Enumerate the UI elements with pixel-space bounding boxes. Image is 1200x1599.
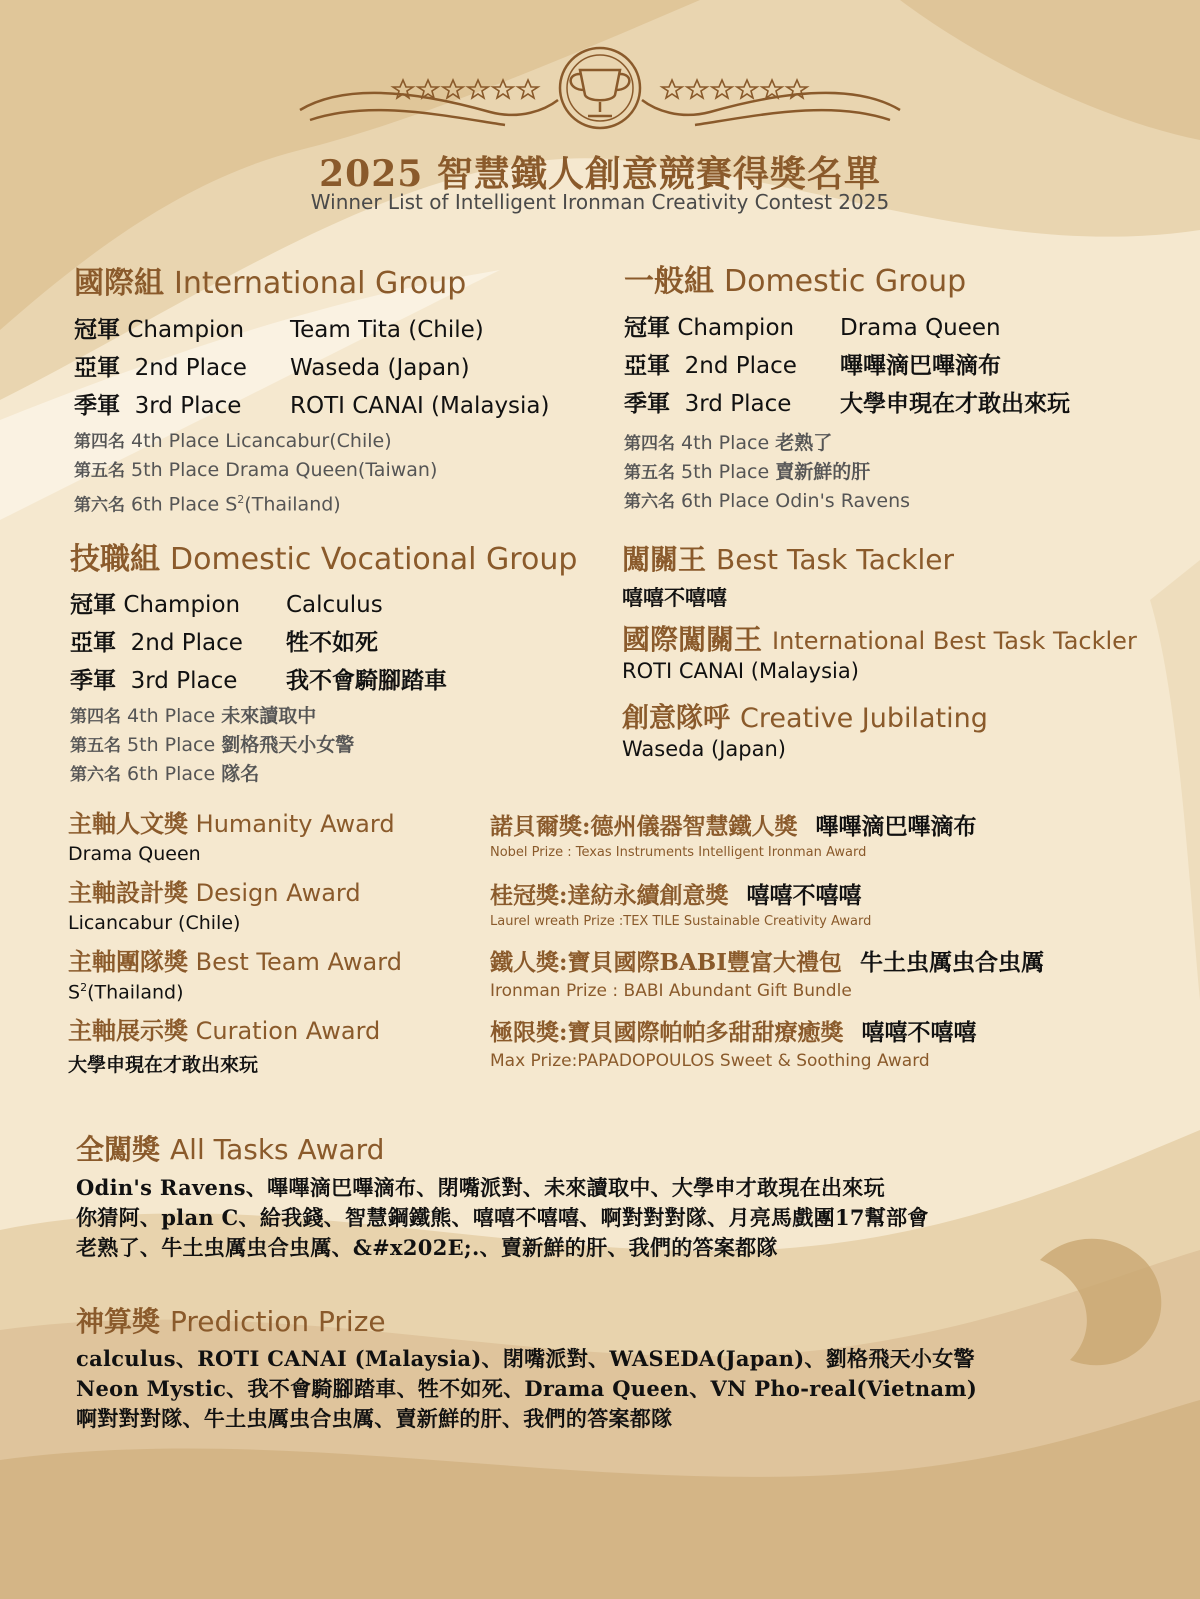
- winner: 嗶嗶滴巴嗶滴布: [840, 352, 1001, 379]
- best-team-award: 主軸團隊獎 Best Team Award $S^2(Thailand)$: [68, 947, 402, 1004]
- page-subtitle: Winner List of Intelligent Ironman Creativity Contest 2025: [310, 190, 890, 214]
- winner: ROTI CANAI (Malaysia): [290, 393, 550, 419]
- winner: 我不會騎腳踏車: [286, 667, 447, 694]
- domestic-ranking: [624, 309, 1144, 516]
- winner: Drama Queen: [840, 315, 1001, 341]
- all-tasks-winners: [76, 1172, 1156, 1262]
- rank-row-second: 亞軍 2nd Place 嗶嗶滴巴嗶滴布: [624, 347, 1144, 385]
- rank-row-champion: 冠軍 Champion Calculus: [70, 586, 590, 624]
- list-item: 你猜阿、plan C、給我錢、智慧鋼鐵熊、嘻嘻不嘻嘻、啊對對對隊、月亮馬戲團17幫部會: [76, 1205, 929, 1230]
- winner: 牲不如死: [286, 629, 378, 656]
- best-task-tackler-winner: 嘻嘻不嘻嘻: [622, 585, 727, 610]
- intl-best-task-tackler-winner: ROTI CANAI (Malaysia): [622, 659, 859, 683]
- creative-jubilating-title: 創意隊呼 Creative Jubilating: [622, 703, 988, 734]
- creative-jubilating-winner: Waseda (Japan): [622, 737, 786, 761]
- max-prize: 極限獎:寶貝國際帕帕多甜甜療癒獎 嘻嘻不嘻嘻 Max Prize:PAPADOPOULOS Sweet & Soothing Award: [490, 1019, 977, 1071]
- rank-row-second: 亞軍 2nd Place 牲不如死: [70, 624, 590, 662]
- rank-row-fifth: 第五名 5th Place 賣新鮮的肝: [624, 461, 871, 483]
- rank-row-third: 季軍 3rd Place 大學申現在才敢出來玩: [624, 385, 1144, 423]
- rank-row-second: 亞軍 2nd Place Waseda (Japan): [74, 349, 614, 387]
- rank-row-sixth: 第六名 6th Place 隊名: [70, 763, 260, 785]
- winner: Team Tita (Chile): [290, 317, 484, 343]
- axis-awards: [68, 804, 488, 1080]
- rank-row-champion: 冠軍 Champion Team Tita (Chile): [74, 311, 614, 349]
- rank-row-sixth: 第六名 6th Place Odin's Ravens: [624, 490, 911, 512]
- rank-row-fourth: 第四名 4th Place 老熟了: [624, 432, 833, 454]
- list-item: Odin's Ravens、嗶嗶滴巴嗶滴布、閉嘴派對、未來讀取中、大學申才敢現在出來玩: [76, 1175, 885, 1200]
- domestic-group-title: 一般組 Domestic Group: [624, 264, 967, 299]
- list-item: Neon Mystic、我不會騎腳踏車、牲不如死、Drama Queen、VN Pho-real(Vietnam): [76, 1376, 978, 1401]
- sponsor-prizes: [490, 808, 1180, 1074]
- trophy-laurel-emblem-icon: [290, 40, 910, 140]
- curation-award: 主軸展示獎 Curation Award 大學申現在才敢出來玩: [68, 1016, 381, 1076]
- all-tasks-award-title: 全闖獎 All Tasks Award: [76, 1133, 385, 1166]
- rank-row-fourth: 第四名 4th Place Licancabur(Chile): [74, 430, 392, 452]
- vocational-group-title: 技職組 Domestic Vocational Group: [70, 542, 578, 577]
- intl-best-task-tackler-title: 國際闖關王 International Best Task Tackler: [622, 623, 1137, 656]
- rank-row-fifth: 第五名 5th Place Drama Queen(Taiwan): [74, 459, 438, 481]
- ironman-prize: 鐵人獎:寶貝國際BABI豐富大禮包 牛土虫厲虫合虫厲 Ironman Prize : BABI Abundant Gift Bundle: [490, 949, 1044, 1001]
- vocational-ranking: [70, 586, 590, 789]
- international-group-title: 國際組 International Group: [74, 266, 467, 301]
- list-item: calculus、ROTI CANAI (Malaysia)、閉嘴派對、WASEDA(Japan)、劉格飛天小女警: [76, 1346, 975, 1371]
- list-item: 老熟了、牛土虫厲虫合虫厲、&#x202E;.、賣新鮮的肝、我們的答案都隊: [76, 1235, 778, 1260]
- rank-row-sixth: 第六名 6th Place $S^2(Thailand)$: [74, 493, 341, 516]
- design-award: 主軸設計獎 Design Award Licancabur (Chile): [68, 878, 361, 934]
- best-task-tackler-title: 闖關王 Best Task Tackler: [622, 543, 955, 576]
- rank-row-fifth: 第五名 5th Place 劉格飛天小女警: [70, 734, 355, 756]
- list-item: 啊對對對隊、牛土虫厲虫合虫厲、賣新鮮的肝、我們的答案都隊: [76, 1406, 673, 1431]
- winner: Calculus: [286, 592, 383, 618]
- page-title: 2025 智慧鐵人創意競賽得獎名單: [319, 153, 881, 195]
- rank-row-fourth: 第四名 4th Place 未來讀取中: [70, 705, 317, 727]
- rank-row-champion: 冠軍 Champion Drama Queen: [624, 309, 1144, 347]
- laurel-wreath-prize: 桂冠獎:達紡永續創意獎 嘻嘻不嘻嘻 Laurel wreath Prize :TEX TILE Sustainable Creativity Award: [490, 882, 872, 929]
- rank-row-third: 季軍 3rd Place 我不會騎腳踏車: [70, 662, 590, 700]
- nobel-prize: 諾貝爾獎:德州儀器智慧鐵人獎 嗶嗶滴巴嗶滴布 Nobel Prize : Texas Instruments Intelligent Ironman Award: [490, 813, 977, 860]
- humanity-award: 主軸人文獎 Humanity Award Drama Queen: [68, 809, 395, 865]
- prediction-prize-winners: [76, 1343, 1156, 1433]
- winner: Waseda (Japan): [290, 355, 470, 381]
- international-ranking: [74, 311, 614, 514]
- rank-row-third: 季軍 3rd Place ROTI CANAI (Malaysia): [74, 387, 614, 425]
- winner: 大學申現在才敢出來玩: [840, 390, 1070, 417]
- prediction-prize-title: 神算獎 Prediction Prize: [76, 1305, 386, 1338]
